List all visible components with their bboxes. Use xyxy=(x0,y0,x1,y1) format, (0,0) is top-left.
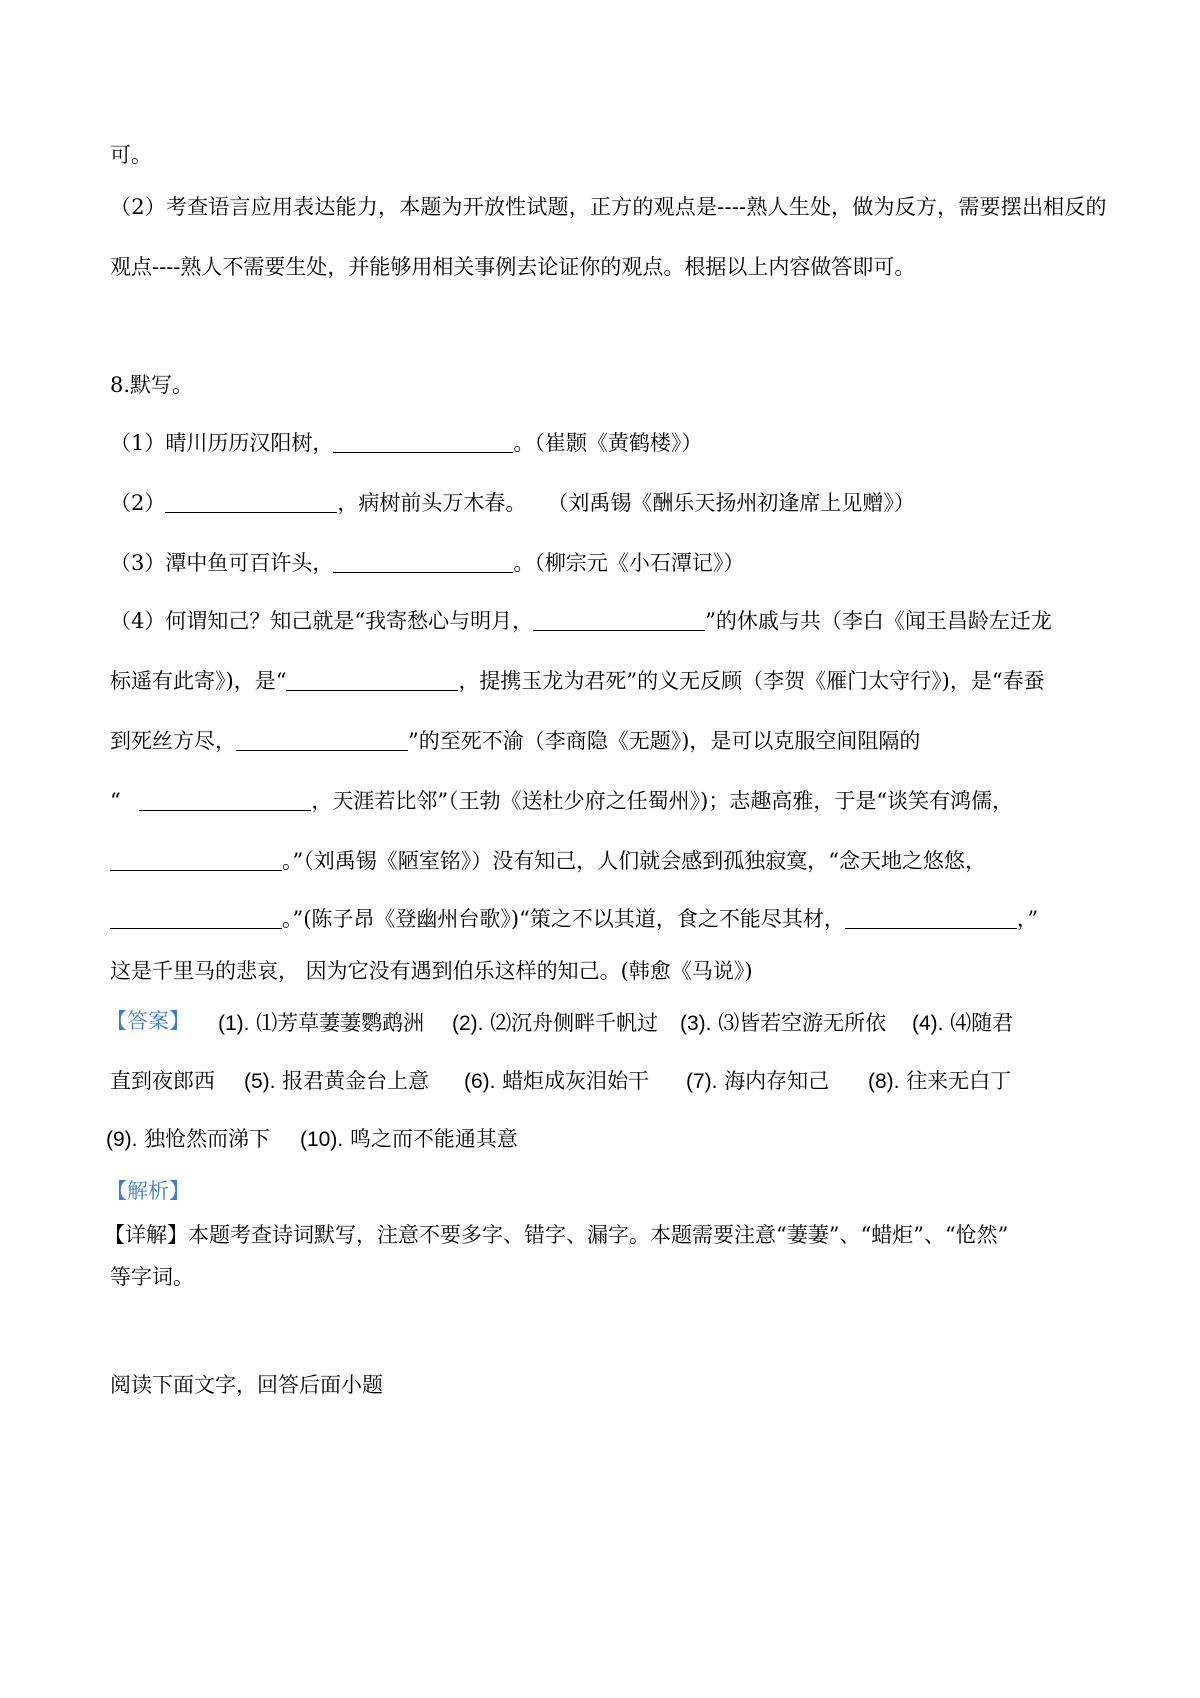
text-line xyxy=(110,786,1100,816)
item-text: （1）晴川历历汉阳树， xyxy=(110,431,334,455)
analysis-detail: 【详解】本题考查诗词默写，注意不要多字、错字、漏字。本题需要注意“萋萋”、“蜡炬”、“怆然” xyxy=(104,1223,1009,1247)
section-heading: 阅读下面文字，回答后面小题 xyxy=(110,1373,383,1397)
answer-item xyxy=(868,1066,1011,1097)
answer-text: 独怆然而涕下 xyxy=(144,1127,271,1151)
item-text: 。（柳宗元《小石潭记》） xyxy=(513,551,745,575)
item-text: “ xyxy=(110,789,128,813)
answer-text: 鸣之而不能通其意 xyxy=(349,1127,518,1151)
answer-blank xyxy=(110,848,282,871)
item-text: ，病树前头万木春。 （刘禹锡《酬乐天扬州初逢席上见赠》） xyxy=(337,491,915,515)
answer-text: ⑴芳草萋萋鹦鹉洲 xyxy=(256,1011,425,1035)
question-title: 8.默写。 xyxy=(110,373,194,397)
answer-blank xyxy=(139,788,311,811)
answer-number: (9). xyxy=(106,1128,138,1151)
answer-item xyxy=(452,1008,658,1039)
item-text: ”的休戚与共（李白《闻王昌龄左迁龙 xyxy=(705,609,1052,633)
answer-text: ⑵沉舟侧畔千帆过 xyxy=(490,1011,659,1035)
answer-blank xyxy=(533,608,705,631)
answer-text: 直到夜郎西 xyxy=(110,1069,215,1093)
question-item-2 xyxy=(110,488,1100,518)
item-text: 。”（刘禹锡《陋室铭》）没有知己，人们就会感到孤独寂寞，“念天地之悠悠， xyxy=(282,849,986,873)
answer-item xyxy=(464,1066,649,1097)
item-text: ，提携玉龙为君死”的义无反顾（李贺《雁门太守行》)，是“春蚕 xyxy=(458,669,1045,693)
answer-item xyxy=(300,1124,518,1155)
analysis-tag: 【解析】 xyxy=(106,1179,190,1203)
text-line xyxy=(110,904,1100,934)
answer-blank xyxy=(845,906,1017,929)
item-text: ，” xyxy=(1016,907,1039,931)
answer-item xyxy=(106,1124,270,1155)
text-line: 可。 xyxy=(110,143,152,167)
text-line xyxy=(110,846,1100,876)
answer-text: ⑶皆若空游无所依 xyxy=(718,1011,887,1035)
answer-number: (10). xyxy=(300,1128,344,1151)
item-text: 标遥有此寄》)，是“ xyxy=(110,669,287,693)
answer-text: 蜡炬成灰泪始干 xyxy=(502,1069,650,1093)
answer-blank xyxy=(236,728,408,751)
answer-item xyxy=(680,1008,886,1039)
answer-item xyxy=(912,1008,1013,1039)
item-text: 到死丝方尽， xyxy=(110,729,236,753)
answer-blank xyxy=(333,430,513,453)
answer-item xyxy=(218,1008,424,1039)
answer-number: (4). xyxy=(912,1012,944,1035)
question-item-4 xyxy=(110,606,1100,636)
answer-text: 海内存知己 xyxy=(724,1069,830,1093)
answer-number: (8). xyxy=(868,1070,900,1093)
answer-number: (2). xyxy=(452,1012,484,1035)
answer-blank xyxy=(286,668,458,691)
analysis-detail: 等字词。 xyxy=(110,1265,194,1289)
answer-number: (6). xyxy=(464,1070,496,1093)
text-line xyxy=(110,726,1100,756)
item-text: （3）潭中鱼可百许头， xyxy=(110,551,334,575)
item-text: （2） xyxy=(110,491,166,515)
question-item-3 xyxy=(110,548,1100,578)
answer-number: (3). xyxy=(680,1012,712,1035)
text-line: 这是千里马的悲哀， 因为它没有遇到伯乐这样的知己。(韩愈《马说》) xyxy=(110,959,753,983)
item-text: 。（崔颢《黄鹤楼》） xyxy=(513,431,703,455)
text-line: （2）考查语言应用表达能力，本题为开放性试题，正方的观点是----熟人生处，做为反方，需要摆出相反的 xyxy=(110,195,1107,219)
answer-tag: 【答案】 xyxy=(106,1009,190,1033)
answer-item xyxy=(110,1066,215,1096)
answer-text: 报君黄金台上意 xyxy=(282,1069,430,1093)
item-text: ，天涯若比邻”（王勃《送杜少府之任蜀州》)；志趣高雅，于是“谈笑有鸿儒， xyxy=(311,789,1014,813)
answer-blank xyxy=(110,906,282,929)
answer-number: (5). xyxy=(244,1070,276,1093)
answer-item xyxy=(686,1066,829,1097)
item-text: 。”(陈子昂《登幽州台歌》)“策之不以其道，食之不能尽其材， xyxy=(282,907,845,931)
answer-text: ⑷随君 xyxy=(950,1011,1014,1035)
item-text: ”的至死不渝（李商隐《无题》)，是可以克服空间阻隔的 xyxy=(408,729,921,753)
answer-number: (1). xyxy=(218,1012,250,1035)
answer-blank xyxy=(333,550,513,573)
answer-text: 往来无白丁 xyxy=(906,1069,1012,1093)
question-item-1 xyxy=(110,428,1100,458)
answer-blank xyxy=(165,490,337,513)
item-text: （4）何谓知己？知己就是“我寄愁心与明月， xyxy=(110,609,534,633)
answer-item xyxy=(244,1066,429,1097)
text-line: 观点----熟人不需要生处，并能够用相关事例去论证你的观点。根据以上内容做答即可。 xyxy=(110,255,916,279)
answer-number: (7). xyxy=(686,1070,718,1093)
text-line xyxy=(110,666,1100,696)
